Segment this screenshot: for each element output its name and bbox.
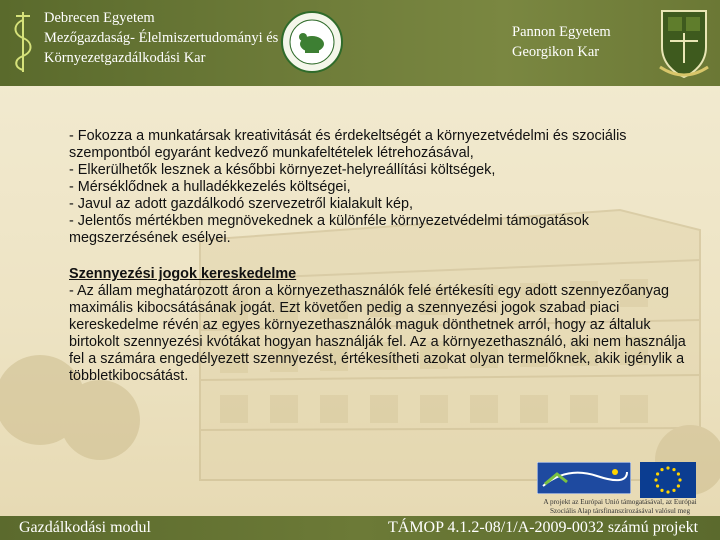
eu-flag-icon — [640, 462, 696, 498]
faculty-seal-icon — [281, 11, 343, 73]
header-right-line-2: Georgikon Kar — [512, 44, 600, 60]
paragraph-3: - Mérséklődnek a hulladékkezelés költségei, — [69, 179, 351, 195]
main-content — [69, 128, 689, 385]
paragraph-2: - Elkerülhetők lesznek a későbbi környezet-helyreállítási költségek, — [69, 162, 496, 178]
paragraph-1: - Fokozza a munkatársak kreativitását és érdekeltségét a környezetvédelmi és szociális szempontból egyaránt kedvező munkafeltételek létrehozásával, — [69, 128, 627, 161]
header-right-text — [512, 22, 611, 62]
header-left-text — [44, 8, 278, 68]
university-logo-icon — [8, 8, 38, 76]
section-description: - Az állam meghatározott áron a környezethasználók felé értékesíti egy adott szennyezőanyag maximális kibocsátásának jogát. Ezt követően pedig a szennyezési jogok szabad piaci kereskedelme révén az egyes környezethasználók maguk dönthetnek arról, hogy az általuk birtokolt szennyezési kvótákat hogyan használják fel. Az a környezethasználó, aki nem használja fel a számára engedélyezett szennyezést, értékesítheti azokat olyan termelőknek, akik igénylik a többletkibocsátást. — [69, 283, 686, 384]
footer-project-label: TÁMOP 4.1.2-08/1/A-2009-0032 számú projekt — [388, 519, 699, 536]
header-left-line-1: Debrecen Egyetem — [44, 10, 155, 26]
university-crest-icon — [656, 7, 712, 79]
footer-bar — [0, 516, 720, 540]
header-banner — [0, 0, 720, 86]
paragraph-5: - Jelentős mértékben megnövekednek a különféle környezetvédelmi támogatások megszerzésének esélyei. — [69, 213, 589, 246]
new-hungary-logo-icon — [537, 462, 631, 494]
header-left-line-2: Mezőgazdaság- Élelmiszertudományi és — [44, 30, 279, 46]
section-heading: Szennyezési jogok kereskedelme — [69, 266, 297, 282]
paragraph-4: - Javul az adott gazdálkodó szervezetről kialakult kép, — [69, 196, 413, 212]
eu-funding-note: A projekt az Európai Unió támogatásával, az Európai Szociális Alap társfinanszírozásával valósul meg — [543, 498, 697, 515]
header-left-line-3: Környezetgazdálkodási Kar — [44, 50, 206, 66]
footer-module-label: Gazdálkodási modul — [19, 519, 151, 536]
header-right-line-1: Pannon Egyetem — [512, 24, 611, 40]
